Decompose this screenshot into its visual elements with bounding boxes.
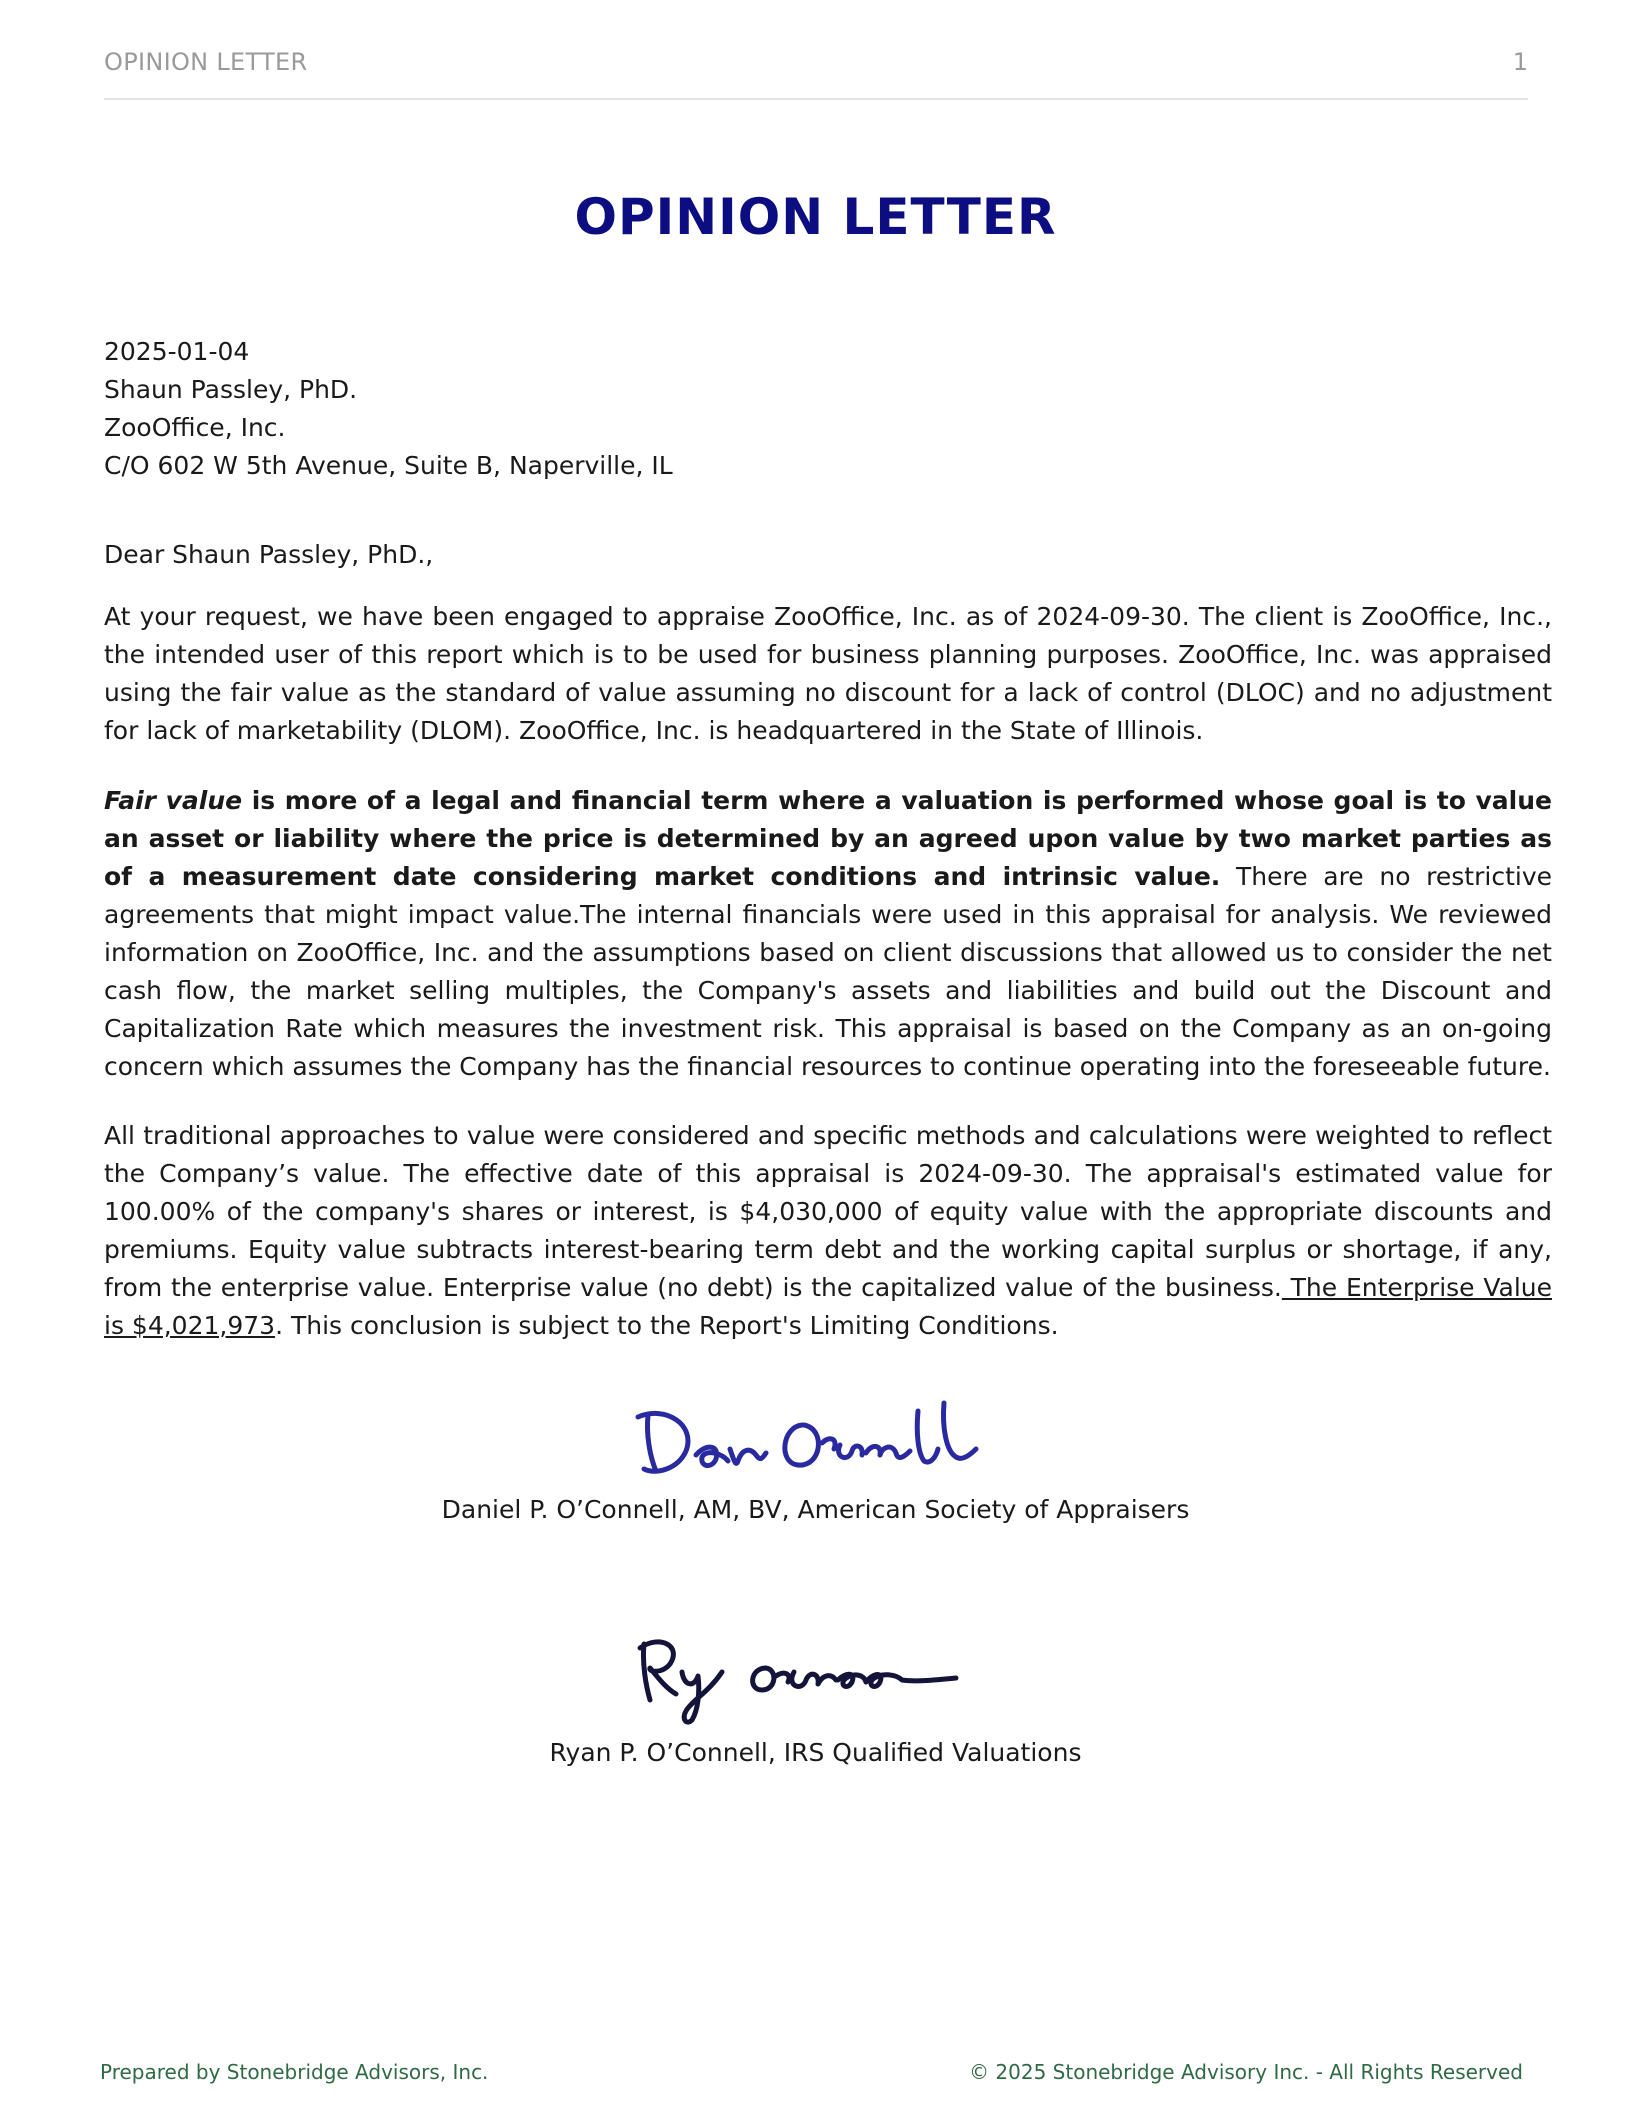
engagement-paragraph: At your request, we have been engaged to appraise ZooOffice, Inc. as of 2024-09-30. The client is ZooOffice, Inc., the intended user of this report which is to be used for business planning purposes. ZooOffice, Inc. was appraised using the fair value as the standard of value assuming no discount for a lack of control (DLOC) and no adjustment for lack of marketability (DLOM). ZooOffice, Inc. is headquartered in the State of Illinois. <box>104 602 1552 745</box>
document-title: OPINION LETTER <box>574 188 1057 246</box>
signature-block-daniel <box>0 1395 1631 1529</box>
page-number: 1 <box>1512 48 1528 76</box>
recipient-name: Shaun Passley, PhD. <box>104 375 358 404</box>
letter-date: 2025-01-04 <box>104 337 250 366</box>
fair-value-body: There are no restrictive agreements that might impact value.The internal financials were used in this appraisal for analysis. We reviewed information on ZooOffice, Inc. and the assumptions based on client discussions that allowed us to consider the net cash flow, the market selling multiples, the Company's assets and liabilities and build out the Discount and Capitalization Rate which measures the investment risk. This appraisal is based on the Company as an on-going concern which assumes the Company has the financial resources to continue operating into the foreseeable future. <box>104 862 1553 1081</box>
enterprise-value-statement: The Enterprise Value is $4,021,973 <box>104 1273 1553 1340</box>
signatory-daniel-name: Daniel P. O’Connell, AM, BV, American Society of Appraisers <box>441 1495 1190 1524</box>
signature-daniel-ink <box>626 1395 1006 1485</box>
footer-copyright: © 2025 Stonebridge Advisory Inc. - All Rights Reserved <box>969 2060 1523 2084</box>
valuation-conclusion-paragraph <box>104 1117 1552 1345</box>
recipient-company: ZooOffice, Inc. <box>104 413 286 442</box>
page-header <box>104 48 1528 100</box>
fair-value-paragraph <box>104 782 1552 1086</box>
conclusion-tail: . This conclusion is subject to the Report's Limiting Conditions. <box>275 1311 1059 1340</box>
recipient-address-block <box>104 333 673 485</box>
footer-preparer: Prepared by Stonebridge Advisors, Inc. <box>100 2060 489 2084</box>
recipient-address: C/O 602 W 5th Avenue, Suite B, Naperville, IL <box>104 451 673 480</box>
header-title: OPINION LETTER <box>104 48 308 76</box>
signature-block-ryan <box>0 1628 1631 1772</box>
conclusion-text: All traditional approaches to value were considered and specific methods and calculations were weighted to reflect the Company’s value. The effective date of this appraisal is 2024-09-30. The appraisal's estimated value for 100.00% of the company's shares or interest, is $4,030,000 of equity value with the appropriate discounts and premiums. Equity value subtracts interest-bearing term debt and the working capital surplus or shortage, if any, from the enterprise value. Enterprise value (no debt) is the capitalized value of the business. <box>104 1121 1552 1302</box>
signature-ryan-ink <box>626 1628 1006 1728</box>
salutation: Dear Shaun Passley, PhD., <box>104 540 434 569</box>
fair-value-term: Fair value is more of a legal and financial term where a valuation is performed whose goal is to value an asset or liability where the price is determined by an agreed upon value by two market parties as of a measurement date considering market conditions and intrinsic value. <box>104 786 1552 891</box>
signatory-ryan-name: Ryan P. O’Connell, IRS Qualified Valuations <box>549 1738 1082 1767</box>
